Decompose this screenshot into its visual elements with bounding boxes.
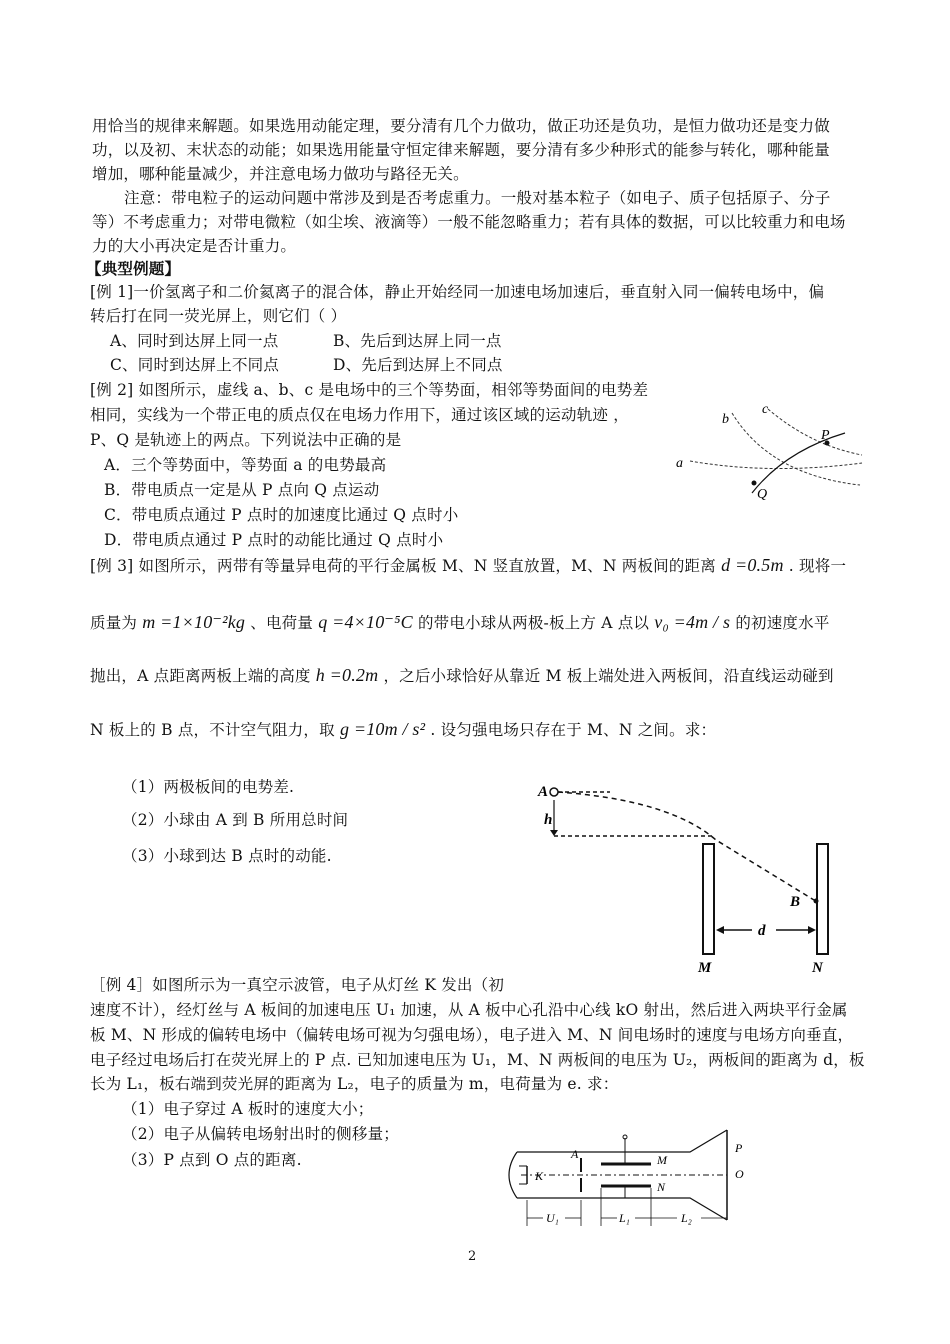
note-line-3: 力的大小再决定是否计重力。 xyxy=(92,237,297,255)
ex3-question-2: （2）小球由 A 到 B 所用总时间 xyxy=(122,811,349,829)
parallel-plates-figure xyxy=(530,770,860,975)
equipotential-c xyxy=(768,409,862,455)
trajectory-curve xyxy=(752,433,845,493)
ex2-option-c: C．带电质点通过 P 点时的加速度比通过 Q 点时小 xyxy=(104,506,459,524)
ex1-option-c: C、同时到达屏上不同点 xyxy=(110,356,280,374)
ex2-line-1: [例 2] 如图所示，虚线 a、b、c 是电场中的三个等势面，相邻等势面间的电势差 xyxy=(90,381,649,399)
ex3-line-1-end: . 现将一 xyxy=(788,557,847,575)
ex4-line-4: 电子经过电场后打在荧光屏上的 P 点. 已知加速电压为 U₁，M、N 两板间的电压为 U₂，两板间的距离为 d，板 xyxy=(90,1051,865,1069)
tube-left-end xyxy=(509,1152,517,1198)
ex4-line-2: 速度不计），经灯丝与 A 板间的加速电压 U₁ 加速，从 A 板中心孔沿中心线 kO 射出，然后进入两块平行金属 xyxy=(90,1001,848,1019)
ex3-line-3-b: ，之后小球恰好从靠近 M 板上端处进入两板间，沿直线运动碰到 xyxy=(383,667,834,685)
label-l1: L₁ xyxy=(619,1211,630,1225)
label-u1: U₁ xyxy=(546,1211,559,1225)
equation-gravity: g =10m / s² xyxy=(339,719,426,739)
ex1-option-d: D、先后到达屏上不同点 xyxy=(333,356,503,374)
ex3-line-2-b: 、电荷量 xyxy=(250,614,314,632)
ex4-line-1: ［例 4］如图所示为一真空示波管，电子从灯丝 K 发出（初 xyxy=(90,976,505,994)
height-arrowhead xyxy=(550,830,558,836)
oscilloscope-tube-figure xyxy=(505,1128,765,1233)
label-a: A xyxy=(538,784,549,800)
label-o: O xyxy=(735,1167,744,1181)
ex4-question-1: （1）电子穿过 A 板时的速度大小； xyxy=(122,1100,374,1118)
intro-line-2: 功，以及初、末状态的动能；如果选用能量守恒定律来解题，要分清有多少种形式的能参与转化，哪种能量 xyxy=(92,141,830,159)
ex3-line-1-text: [例 3] 如图所示，两带有等量异电荷的平行金属板 M、N 竖直放置，M、N 两板间的距离 xyxy=(90,557,716,575)
ex2-line-3: P、Q 是轨迹上的两点。下列说法中正确的是 xyxy=(90,431,402,449)
label-b: b xyxy=(722,412,729,427)
ex4-question-2: （2）电子从偏转电场射出时的侧移量； xyxy=(122,1125,399,1143)
ex1-option-a: A、同时到达屏上同一点 xyxy=(110,332,279,350)
label-q: Q xyxy=(757,487,768,502)
label-m: M xyxy=(698,960,712,975)
ex3-line-3-a: 抛出，A 点距离两板上端的高度 xyxy=(90,667,311,685)
ball-trajectory xyxy=(558,792,814,900)
label-c: c xyxy=(762,402,769,417)
ex4-line-5: 长为 L₁，板右端到荧光屏的距离为 L₂，电子的质量为 m，电荷量为 e. 求： xyxy=(90,1075,619,1093)
equipotential-b xyxy=(732,413,860,485)
d-arrowhead-left xyxy=(716,926,724,934)
ex1-option-b: B、先后到达屏上同一点 xyxy=(333,332,502,350)
label-p: P xyxy=(735,1141,743,1155)
ex2-option-a: A．三个等势面中，等势面 a 的电势最高 xyxy=(104,456,387,474)
label-b: B xyxy=(790,894,801,910)
page-number: 2 xyxy=(468,1249,477,1264)
ex2-line-2: 相同，实线为一个带正电的质点仅在电场力作用下，通过该区域的运动轨迹 ， xyxy=(90,406,629,424)
equation-velocity: v₀ =4m / s xyxy=(654,612,731,632)
equation-mass: m =1×10⁻²kg xyxy=(142,612,246,632)
intro-line-3: 增加，哪种能量减少，并注意电场力做功与路径无关。 xyxy=(92,165,469,183)
ex3-line-2-d: 的初速度水平 xyxy=(735,614,830,632)
label-a: a xyxy=(676,456,683,471)
ex3-line-4-a: N 板上的 B 点，不计空气阻力，取 xyxy=(90,721,335,739)
ex3-line-4 xyxy=(90,719,716,740)
label-n: N xyxy=(657,1180,666,1194)
plate-m xyxy=(703,844,714,954)
ball-a xyxy=(550,788,558,796)
plate-n xyxy=(817,844,828,954)
label-p: P xyxy=(821,428,830,443)
note-line-2: 等）不考虑重力；对带电微粒（如尘埃、液滴等）一般不能忽略重力；若有具体的数据，可以比较重力和电场 xyxy=(92,213,846,231)
ex4-line-3: 板 M、N 形成的偏转电场中（偏转电场可视为匀强电场），电子进入 M、N 间电场时的速度与电场方向垂直， xyxy=(90,1026,854,1044)
ex3-question-1: （1）两极板间的电势差. xyxy=(122,778,295,796)
note-line-1: 注意：带电粒子的运动问题中常涉及到是否考虑重力。一般对基本粒子（如电子、质子包括原子、分子 xyxy=(124,189,831,207)
equation-charge: q =4×10⁻⁵C xyxy=(318,612,413,632)
equipotential-figure xyxy=(670,395,870,505)
ex3-line-4-b: . 设匀强电场只存在于 M、N 之间。求： xyxy=(430,721,717,739)
ex3-line-3 xyxy=(90,665,834,686)
ex3-question-3: （3）小球到达 B 点时的动能. xyxy=(122,847,332,865)
label-a: A xyxy=(571,1147,579,1161)
intro-line-1: 用恰当的规律来解题。如果选用动能定理，要分清有几个力做功，做正功还是负功，是恒力做功还是变力做 xyxy=(92,117,830,135)
ex3-line-2-c: 的带电小球从两极-板上方 A 点以 xyxy=(417,614,650,632)
section-title: 【典型例题】 xyxy=(86,259,181,278)
label-n: N xyxy=(812,960,823,975)
label-l2: L₂ xyxy=(681,1211,692,1225)
ex3-line-1 xyxy=(90,555,846,576)
label-h: h xyxy=(544,812,553,828)
label-m: M xyxy=(657,1153,667,1167)
equipotential-a xyxy=(690,461,862,469)
label-k: K xyxy=(535,1169,544,1183)
ex3-line-2 xyxy=(90,612,830,633)
ex3-line-2-a: 质量为 xyxy=(90,614,138,632)
equation-height: h =0.2m xyxy=(315,665,379,685)
ex2-option-d: D．带电质点通过 P 点时的动能比通过 Q 点时小 xyxy=(104,531,444,549)
equation-d: d =0.5m xyxy=(721,555,784,575)
point-b xyxy=(814,899,819,904)
ex2-option-b: B．带电质点一定是从 P 点向 Q 点运动 xyxy=(104,481,380,499)
label-d: d xyxy=(758,923,766,939)
point-q xyxy=(752,481,757,486)
ex1-line-2: 转后打在同一荧光屏上，则它们（ ） xyxy=(90,307,347,325)
ex1-line-1: [例 1]一价氢离子和二价氦离子的混合体，静止开始经同一加速电场加速后，垂直射入同一偏转电场中，偏 xyxy=(90,283,825,301)
d-arrowhead-right xyxy=(808,926,816,934)
tube-top-outline xyxy=(517,1130,727,1152)
ex4-question-3: （3）P 点到 O 点的距离. xyxy=(122,1151,302,1169)
